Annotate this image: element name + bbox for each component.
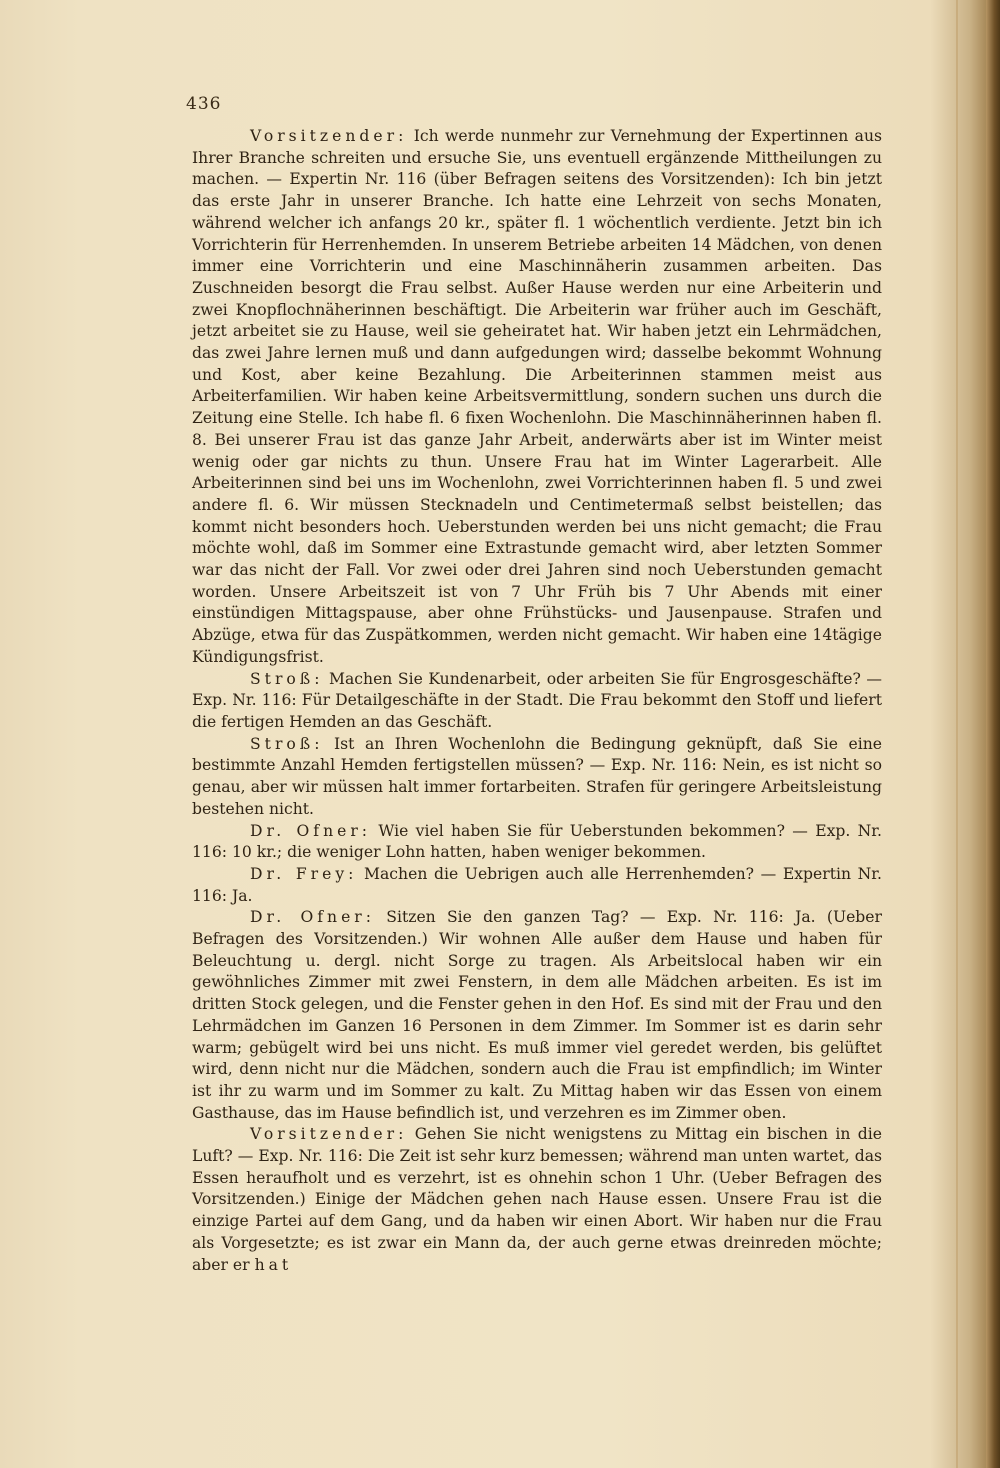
paragraph [192,1124,882,1276]
paragraph-text: Wie viel haben Sie für Ueberstunden bekommen? — Exp. Nr. 116: 10 kr.; die weniger Lohn hatten, haben weniger bekommen. [192,821,882,862]
paragraph-text: Ist an Ihren Wochenlohn die Bedingung geknüpft, daß Sie eine bestimmte Anzahl Hemden fertigstellen müssen? — Exp. Nr. 116: Nein, es ist nicht so genau, aber wir müssen halt immer fortarbeiten. Strafen für geringere Arbeitsleistung bestehen nicht. [192,734,882,818]
paragraph [192,734,882,821]
speaker-name: Dr. Ofner: [250,821,372,840]
paragraph-text: Sitzen Sie den ganzen Tag? — Exp. Nr. 116: Ja. (Ueber Befragen des Vorsitzenden.) Wir wohnen Alle außer dem Hause und haben für Beleuchtung u. dergl. nicht Sorge zu tragen. Als Arbeitslocal haben wir ein gewöhnliches Zimmer mit zwei Fenstern, in dem alle Mädchen arbeiten. Es ist im dritten Stock gelegen, und die Fenster gehen in den Hof. Es sind mit der Frau und den Lehrmädchen im Ganzen 16 Personen in dem Zimmer. Im Sommer ist es darin sehr warm; gebügelt wird bei uns nicht. Es muß immer viel geredet werden, bis gelüftet wird, denn nicht nur die Mädchen, sondern auch die Frau ist empfindlich; im Winter ist ihr zu warm und im Sommer zu kalt. Zu Mittag haben wir das Essen von einem Gasthause, das im Hause befindlich ist, und verzehren es im Zimmer oben. [192,908,882,1122]
body-text [192,126,882,1276]
paragraph [192,864,882,907]
paragraph-text: Machen Sie Kundenarbeit, oder arbeiten Sie für Engrosgeschäfte? — Exp. Nr. 116: Für Detailgeschäfte in der Stadt. Die Frau bekommt den Stoff und liefert die fertigen Hemden an das Geschäft. [192,669,882,731]
paragraph-text: Ich werde nunmehr zur Vernehmung der Expertinnen aus Ihrer Branche schreiten und ersuche Sie, uns eventuell ergänzende Mittheilungen zu machen. — Expertin Nr. 116 (über Befragen seitens des Vorsitzenden): Ich bin jetzt das erste Jahr in unserer Branche. Ich hatte eine Lehrzeit von sechs Monaten, während welcher ich anfangs 20 kr., später fl. 1 wöchentlich verdiente. Jetzt bin ich Vorrichterin für Herrenhemden. In unserem Betriebe arbeiten 14 Mädchen, von denen immer eine Vorrichterin und eine Maschinnäherin zusammen arbeiten. Das Zuschneiden besorgt die Frau selbst. Außer Hause werden nur eine Arbeiterin und zwei Knopflochnäherinnen beschäftigt. Die Arbeiterin war früher auch im Geschäft, jetzt arbeitet sie zu Hause, weil sie geheiratet hat. Wir haben jetzt ein Lehrmädchen, das zwei Jahre lernen muß und dann aufgedungen wird; dasselbe bekommt Wohnung und Kost, aber keine Bezahlung. Die Arbeiterinnen stammen meist aus Arbeiterfamilien. Wir haben keine Arbeitsvermittlung, sondern suchen uns durch die Zeitung eine Stelle. Ich habe fl. 6 fixen Wochenlohn. Die Maschinnäherinnen haben fl. 8. Bei unserer Frau ist das ganze Jahr Arbeit, anderwärts aber ist im Winter meist wenig oder gar nichts zu thun. Unsere Frau hat im Winter Lagerarbeit. Alle Arbeiterinnen sind bei uns im Wochenlohn, zwei Vorrichterinnen haben fl. 5 und zwei andere fl. 6. Wir müssen Stecknadeln und Centimetermaß selbst beistellen; das kommt nicht besonders hoch. Ueberstunden werden bei uns nicht gemacht; die Frau möchte wohl, daß im Sommer eine Extrastunde gemacht wird, aber letzten Sommer war das nicht der Fall. Vor zwei oder drei Jahren sind noch Ueberstunden gemacht worden. Unsere Arbeitszeit ist von 7 Uhr Früh bis 7 Uhr Abends mit einer einstündigen Mittagspause, aber ohne Frühstücks- und Jausenpause. Strafen und Abzüge, etwa für das Zuspätkommen, werden nicht gemacht. Wir haben eine 14tägige Kündigungsfrist. [192,127,882,666]
paragraph-text: Machen die Uebrigen auch alle Herrenhemden? — Expertin Nr. 116: Ja. [192,864,882,905]
paragraph [192,907,882,1124]
paragraph-text: Gehen Sie nicht wenigstens zu Mittag ein bischen in die Luft? — Exp. Nr. 116: Die Zeit ist sehr kurz bemessen; während man unten wartet, das Essen heraufholt und es verzehrt, ist es ohnehin schon 1 Uhr. (Ueber Befragen des Vorsitzenden.) Einige der Mädchen gehen nach Hause essen. Unsere Frau ist die einzige Partei auf dem Gang, und da haben wir einen Abort. Wir haben nur die Frau als Vorgesetzte; es ist zwar ein Mann da, der auch gerne etwas dreinreden möchte; aber er [192,1125,882,1274]
paragraph [192,821,882,864]
speaker-name: Vorsitzender: [250,127,408,145]
paragraph [192,669,882,734]
paragraph [192,126,882,669]
speaker-name: Vorsitzender: [250,1125,408,1144]
last-word: hat [254,1255,293,1274]
page-number: 436 [186,94,222,114]
speaker-name: Stroß: [250,669,324,688]
speaker-name: Dr. Frey: [250,864,358,883]
binding-fold [956,0,958,1468]
page-edge [986,0,1000,1468]
speaker-name: Stroß: [250,734,324,753]
speaker-name: Dr. Ofner: [250,908,376,927]
